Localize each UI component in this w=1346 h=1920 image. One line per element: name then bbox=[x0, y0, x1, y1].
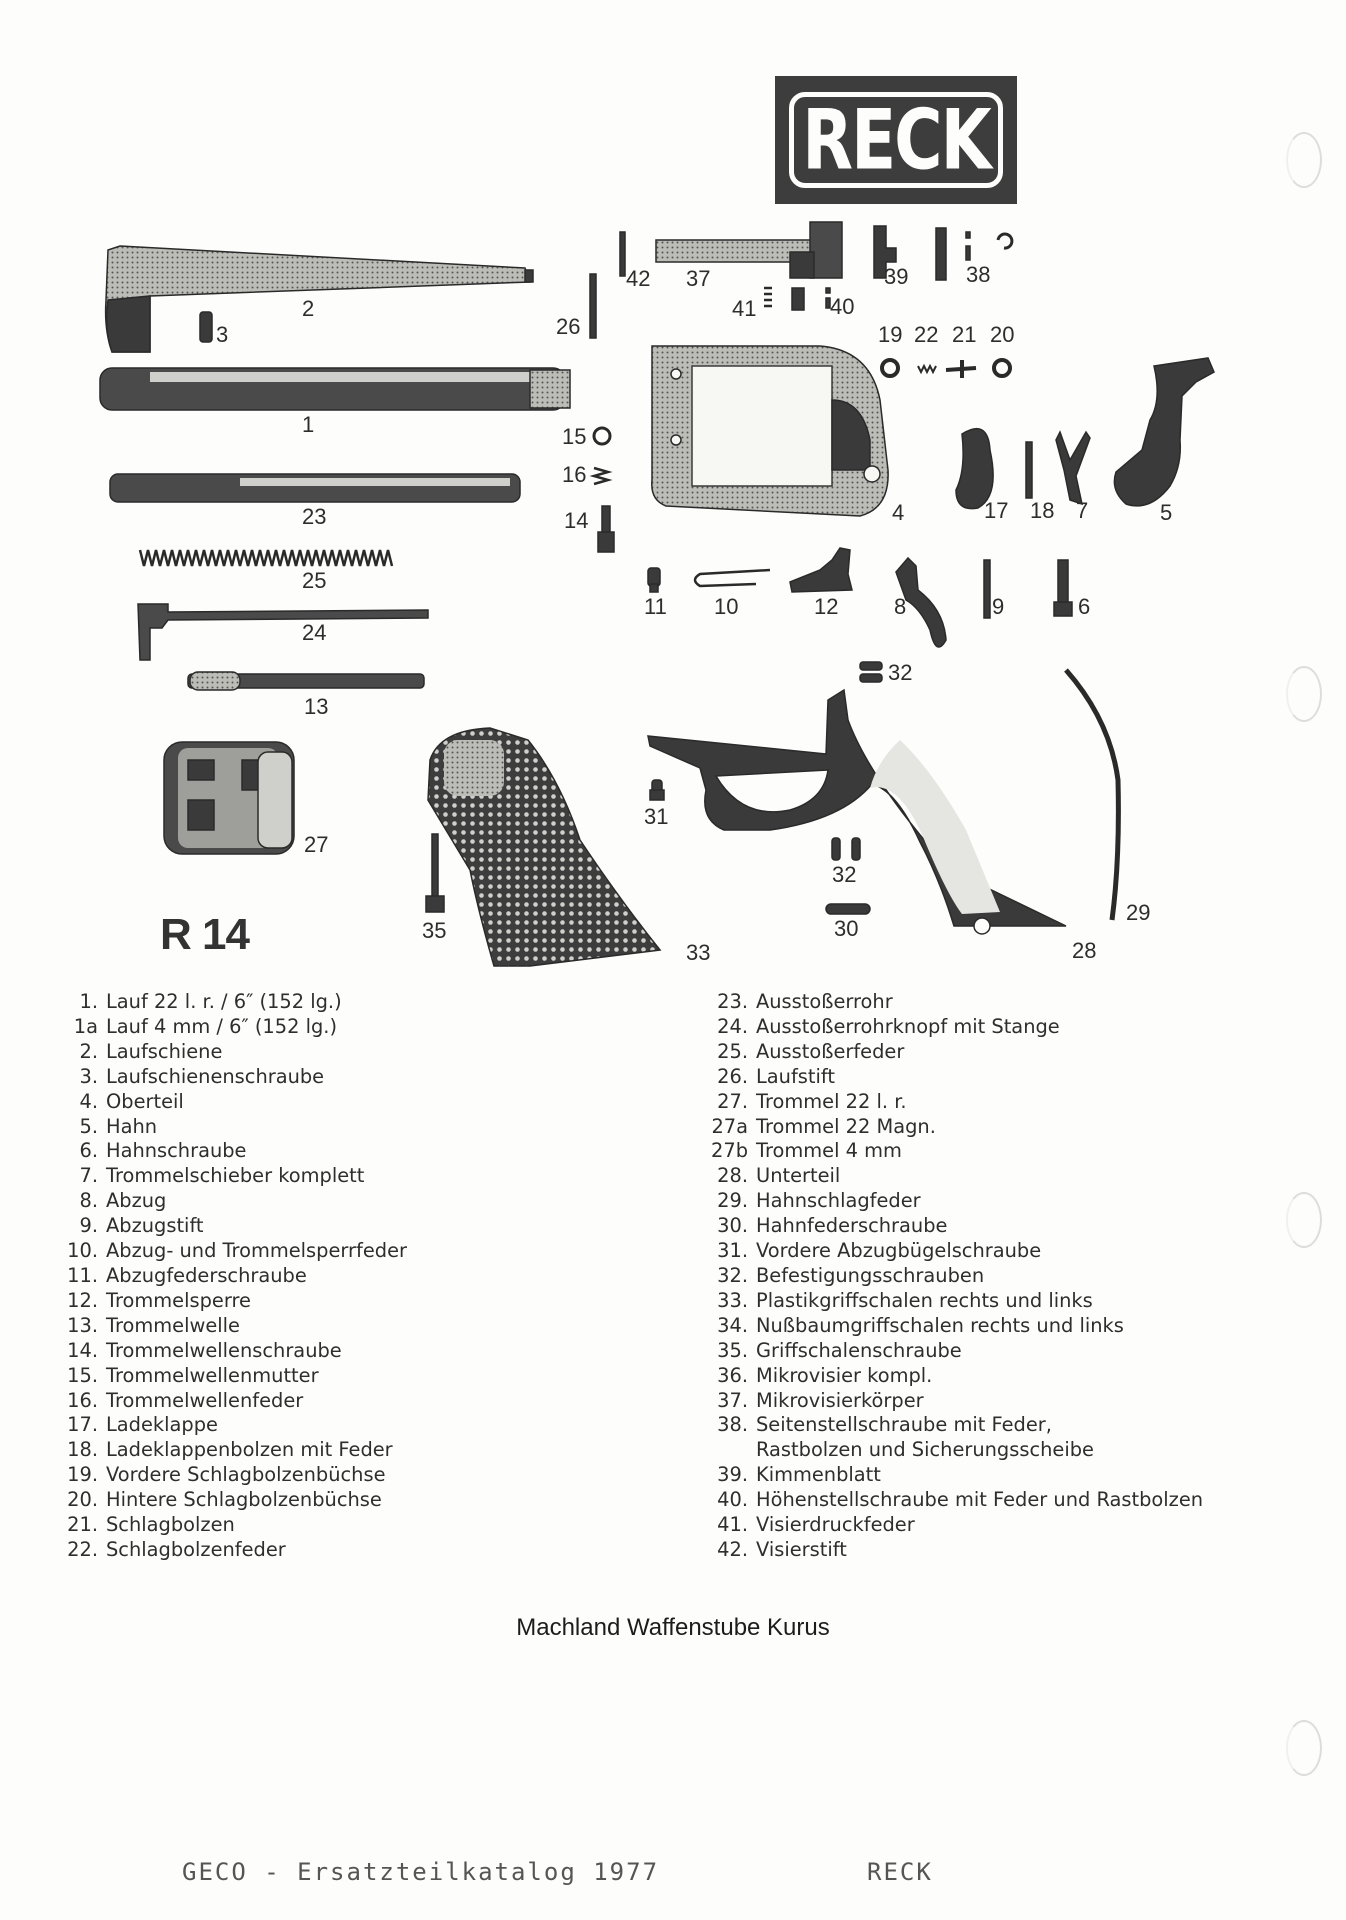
part-number: 37. bbox=[717, 1388, 748, 1412]
part-description: Unterteil bbox=[756, 1164, 841, 1188]
part-number: 32. bbox=[717, 1263, 748, 1287]
part-10-feder bbox=[695, 570, 770, 586]
part-description: Hintere Schlagbolzenbüchse bbox=[106, 1488, 382, 1512]
parts-list-item bbox=[706, 1339, 1326, 1364]
part-number: 21. bbox=[67, 1513, 98, 1537]
part-21-schlagbolzen bbox=[946, 360, 976, 378]
part-number: 31. bbox=[717, 1239, 748, 1263]
part-description: Befestigungsschrauben bbox=[756, 1263, 985, 1287]
parts-list-item bbox=[706, 1389, 1326, 1414]
part-2-laufschiene bbox=[106, 246, 533, 352]
parts-list-item bbox=[56, 1513, 696, 1538]
part-description: Schlagbolzen bbox=[106, 1513, 235, 1537]
part-description: Abzug bbox=[106, 1189, 167, 1213]
parts-list-item bbox=[56, 1115, 696, 1140]
part-26-laufstift bbox=[590, 274, 596, 338]
part-number-label: 37 bbox=[686, 266, 711, 291]
part-number-label: 21 bbox=[952, 322, 977, 347]
part-number: 11. bbox=[67, 1263, 98, 1287]
part-number-label: 6 bbox=[1078, 594, 1091, 619]
part-description: Trommelsperre bbox=[106, 1288, 251, 1312]
part-number-label: 5 bbox=[1160, 500, 1173, 525]
part-description: Laufschiene bbox=[106, 1039, 223, 1063]
part-5-hahn bbox=[1114, 358, 1214, 506]
part-35-screw bbox=[426, 834, 444, 912]
part-number-label: 9 bbox=[992, 594, 1005, 619]
parts-list-item bbox=[706, 1065, 1326, 1090]
part-number: 6. bbox=[79, 1139, 98, 1163]
part-description: Trommelschieber komplett bbox=[106, 1164, 365, 1188]
part-number-label: 4 bbox=[892, 500, 905, 525]
part-16-feder bbox=[594, 468, 608, 484]
part-number-label: 39 bbox=[884, 264, 909, 289]
part-number-label: 11 bbox=[644, 594, 667, 619]
part-13-trommelwelle bbox=[188, 672, 424, 690]
part-number bbox=[706, 1438, 756, 1463]
part-description: Abzugstift bbox=[106, 1214, 204, 1238]
parts-list-item bbox=[706, 1115, 1326, 1140]
parts-list-item bbox=[56, 1413, 696, 1438]
part-number: 9. bbox=[79, 1214, 98, 1238]
part-description: Laufstift bbox=[756, 1064, 835, 1088]
part-number: 10. bbox=[67, 1239, 98, 1263]
part-number: 8. bbox=[79, 1189, 98, 1213]
parts-list-item bbox=[706, 1438, 1326, 1463]
part-number: 27a bbox=[711, 1114, 748, 1138]
part-number: 18. bbox=[67, 1438, 98, 1462]
part-number: 1. bbox=[79, 990, 98, 1013]
part-number-label: 13 bbox=[304, 694, 329, 719]
parts-list-item bbox=[706, 1289, 1326, 1314]
part-description: Abzug- und Trommelsperrfeder bbox=[106, 1239, 407, 1263]
part-number: 42. bbox=[717, 1537, 748, 1561]
part-number-label: 33 bbox=[686, 940, 711, 965]
parts-list-item bbox=[706, 1189, 1326, 1214]
parts-list-item bbox=[56, 1040, 696, 1065]
part-number-label: 15 bbox=[562, 424, 587, 449]
part-11-screw bbox=[648, 568, 660, 592]
part-number-label: 22 bbox=[914, 322, 939, 347]
part-27-trommel bbox=[164, 742, 294, 854]
parts-list-item bbox=[706, 1314, 1326, 1339]
part-37-mikrovisier bbox=[656, 222, 842, 278]
catalog-brand: RECK bbox=[867, 1858, 933, 1886]
part-number: 17. bbox=[67, 1413, 98, 1437]
part-number: 4. bbox=[79, 1089, 98, 1113]
parts-list-item bbox=[56, 1538, 696, 1563]
part-number: 2. bbox=[79, 1039, 98, 1063]
part-15-mutter bbox=[594, 428, 610, 444]
parts-list-item bbox=[706, 1463, 1326, 1488]
part-description: Oberteil bbox=[106, 1089, 184, 1113]
parts-list-item bbox=[56, 1364, 696, 1389]
part-number: 12. bbox=[67, 1288, 98, 1312]
part-description: Ausstoßerrohrknopf mit Stange bbox=[756, 1014, 1060, 1038]
parts-list-left bbox=[56, 990, 696, 1563]
part-description: Visierdruckfeder bbox=[756, 1513, 915, 1537]
part-number-label: 32 bbox=[888, 660, 913, 685]
parts-list-item bbox=[706, 1264, 1326, 1289]
part-description: Ausstoßerfeder bbox=[756, 1039, 905, 1063]
part-42-visierstift bbox=[620, 232, 625, 276]
part-description: Visierstift bbox=[756, 1537, 847, 1561]
part-number: 1a bbox=[73, 1014, 98, 1038]
part-41-feder bbox=[764, 288, 772, 306]
parts-list-item bbox=[706, 1214, 1326, 1239]
part-description: Lauf 22 l. r. / 6″ (152 lg.) bbox=[106, 990, 342, 1013]
part-7-trommelschieber bbox=[1056, 432, 1090, 504]
part-description: Abzugfederschraube bbox=[106, 1263, 307, 1287]
parts-list-item bbox=[56, 1090, 696, 1115]
parts-list-item bbox=[56, 1389, 696, 1414]
part-number: 34. bbox=[717, 1313, 748, 1337]
part-number-label: 10 bbox=[714, 594, 739, 619]
part-description: Hahnschraube bbox=[106, 1139, 247, 1163]
parts-list-item bbox=[56, 1139, 696, 1164]
part-description: Hahnschlagfeder bbox=[756, 1189, 921, 1213]
part-31-screw bbox=[650, 780, 664, 800]
part-number: 13. bbox=[67, 1313, 98, 1337]
part-40-screw bbox=[792, 288, 830, 310]
part-number-label: 28 bbox=[1072, 938, 1097, 963]
part-number-label: 1 bbox=[302, 412, 315, 437]
part-number: 27b bbox=[711, 1139, 748, 1163]
part-9-abzugstift bbox=[984, 560, 990, 618]
part-description: Rastbolzen und Sicherungsscheibe bbox=[756, 1438, 1094, 1462]
part-description: Mikrovisier kompl. bbox=[756, 1363, 933, 1387]
part-24-ejector-rod bbox=[138, 604, 428, 660]
part-number-label: 35 bbox=[422, 918, 447, 943]
part-32-schrauben-top bbox=[860, 662, 882, 682]
part-number: 7. bbox=[79, 1164, 98, 1188]
part-description: Trommel 4 mm bbox=[756, 1139, 902, 1163]
part-number-label: 42 bbox=[626, 266, 651, 291]
parts-list-item bbox=[56, 990, 696, 1015]
part-description: Ausstoßerrohr bbox=[756, 990, 893, 1013]
part-38-screw bbox=[936, 228, 970, 280]
part-number-label: 23 bbox=[302, 504, 327, 529]
part-25-spring bbox=[140, 550, 392, 566]
part-20-buchse bbox=[994, 360, 1010, 376]
part-number: 24. bbox=[717, 1014, 748, 1038]
part-description: Ladeklappe bbox=[106, 1413, 218, 1437]
part-number: 16. bbox=[67, 1388, 98, 1412]
part-description: Trommelwellenmutter bbox=[106, 1363, 319, 1387]
part-number: 41. bbox=[717, 1513, 748, 1537]
part-number: 22. bbox=[67, 1537, 98, 1561]
part-number: 39. bbox=[717, 1463, 748, 1487]
part-32-schrauben-bottom bbox=[832, 838, 860, 860]
part-number-label: 32 bbox=[832, 862, 857, 887]
shop-name: Machland Waffenstube Kurus bbox=[516, 1614, 830, 1641]
part-number-label: 31 bbox=[644, 804, 669, 829]
part-description: Schlagbolzenfeder bbox=[106, 1537, 286, 1561]
part-18-bolzen bbox=[1026, 442, 1032, 498]
part-number-label: 41 bbox=[732, 296, 757, 321]
parts-list-right bbox=[706, 990, 1326, 1563]
part-number-label: 2 bbox=[302, 296, 315, 321]
part-number: 5. bbox=[79, 1114, 98, 1138]
part-4-oberteil bbox=[652, 346, 888, 516]
part-number-label: 24 bbox=[302, 620, 327, 645]
part-number-label: 12 bbox=[814, 594, 839, 619]
parts-list-item bbox=[56, 1164, 696, 1189]
part-number: 23. bbox=[717, 990, 748, 1013]
parts-list-item bbox=[706, 1139, 1326, 1164]
part-description: Griffschalenschraube bbox=[756, 1338, 962, 1362]
part-19-buchse bbox=[882, 360, 898, 376]
parts-list-item bbox=[706, 1015, 1326, 1040]
part-number-label: 30 bbox=[834, 916, 859, 941]
part-17-ladeklappe bbox=[956, 429, 993, 509]
part-description: Vordere Schlagbolzenbüchse bbox=[106, 1463, 386, 1487]
part-description: Vordere Abzugbügelschraube bbox=[756, 1239, 1042, 1263]
part-description: Nußbaumgriffschalen rechts und links bbox=[756, 1313, 1124, 1337]
part-6-hahnschraube bbox=[1054, 560, 1072, 616]
parts-list-item bbox=[56, 1314, 696, 1339]
parts-list-item bbox=[706, 1364, 1326, 1389]
part-number-label: 19 bbox=[878, 322, 903, 347]
part-14-screw bbox=[598, 506, 614, 552]
part-number: 20. bbox=[67, 1488, 98, 1512]
parts-list-item bbox=[56, 1264, 696, 1289]
parts-list-item bbox=[706, 990, 1326, 1015]
parts-list-item bbox=[56, 1015, 696, 1040]
parts-list-item bbox=[706, 1488, 1326, 1513]
parts-list-item bbox=[56, 1438, 696, 1463]
parts-list-item bbox=[706, 1413, 1326, 1438]
part-number: 3. bbox=[79, 1064, 98, 1088]
parts-list-item bbox=[706, 1513, 1326, 1538]
part-description: Laufschienenschraube bbox=[106, 1064, 325, 1088]
parts-list-item bbox=[56, 1289, 696, 1314]
parts-list-item bbox=[56, 1239, 696, 1264]
part-number: 36. bbox=[717, 1363, 748, 1387]
part-number: 33. bbox=[717, 1288, 748, 1312]
parts-list-item bbox=[56, 1463, 696, 1488]
part-number-label: 29 bbox=[1126, 900, 1151, 925]
part-description: Kimmenblatt bbox=[756, 1463, 881, 1487]
parts-list-item bbox=[56, 1339, 696, 1364]
part-number: 29. bbox=[717, 1189, 748, 1213]
part-description: Hahn bbox=[106, 1114, 158, 1138]
part-number-label: 40 bbox=[830, 294, 855, 319]
part-number-label: 14 bbox=[564, 508, 589, 533]
part-description: Trommelwellenschraube bbox=[106, 1338, 342, 1362]
part-number-label: 16 bbox=[562, 462, 587, 487]
part-1-lauf bbox=[100, 368, 570, 410]
part-number: 19. bbox=[67, 1463, 98, 1487]
part-number: 26. bbox=[717, 1064, 748, 1088]
part-description: Höhenstellschraube mit Feder und Rastbolzen bbox=[756, 1488, 1204, 1512]
part-number: 15. bbox=[67, 1363, 98, 1387]
part-number: 25. bbox=[717, 1039, 748, 1063]
parts-list-item bbox=[56, 1065, 696, 1090]
part-number-label: 7 bbox=[1076, 498, 1089, 523]
parts-list-item bbox=[706, 1040, 1326, 1065]
part-number: 14. bbox=[67, 1338, 98, 1362]
part-38-ring bbox=[998, 234, 1012, 248]
part-30-schraube bbox=[826, 904, 870, 914]
part-number-label: 26 bbox=[556, 314, 581, 339]
parts-list-item bbox=[706, 1239, 1326, 1264]
part-3-screw bbox=[200, 312, 212, 342]
logo-text: RECK bbox=[802, 91, 990, 189]
part-description: Plastikgriffschalen rechts und links bbox=[756, 1288, 1093, 1312]
part-22-feder bbox=[918, 366, 936, 372]
part-number-label: 38 bbox=[966, 262, 991, 287]
parts-list-item bbox=[706, 1090, 1326, 1115]
model-label: R 14 bbox=[160, 910, 249, 959]
part-29-hahnschlagfeder bbox=[1066, 670, 1118, 920]
part-number: 40. bbox=[717, 1488, 748, 1512]
parts-list-item bbox=[706, 1164, 1326, 1189]
part-number-label: 17 bbox=[984, 498, 1009, 523]
part-28-unterteil bbox=[648, 690, 1066, 934]
part-number-label: 8 bbox=[894, 594, 907, 619]
part-number-label: 20 bbox=[990, 322, 1015, 347]
parts-list-item bbox=[56, 1214, 696, 1239]
part-number: 27. bbox=[717, 1089, 748, 1113]
part-number-label: 27 bbox=[304, 832, 329, 857]
part-description: Seitenstellschraube mit Feder, bbox=[756, 1413, 1052, 1437]
part-number: 35. bbox=[717, 1338, 748, 1362]
part-description: Trommelwelle bbox=[106, 1313, 240, 1337]
part-number: 38. bbox=[717, 1413, 748, 1437]
part-number: 30. bbox=[717, 1214, 748, 1238]
part-23-ausstosserrohr bbox=[110, 474, 520, 502]
part-description: Trommelwellenfeder bbox=[106, 1388, 304, 1412]
part-number-label: 18 bbox=[1030, 498, 1055, 523]
part-number-label: 3 bbox=[216, 322, 229, 347]
part-number-label: 25 bbox=[302, 568, 327, 593]
part-12-trommelsperre bbox=[790, 548, 852, 592]
part-description: Trommel 22 l. r. bbox=[756, 1089, 907, 1113]
part-number: 28. bbox=[717, 1164, 748, 1188]
parts-list-item bbox=[706, 1538, 1326, 1563]
part-description: Ladeklappenbolzen mit Feder bbox=[106, 1438, 393, 1462]
binder-hole bbox=[1286, 1720, 1322, 1776]
parts-list-item bbox=[56, 1189, 696, 1214]
part-description: Lauf 4 mm / 6″ (152 lg.) bbox=[106, 1014, 338, 1038]
part-description: Trommel 22 Magn. bbox=[756, 1114, 936, 1138]
part-description: Hahnfederschraube bbox=[756, 1214, 948, 1238]
part-description: Mikrovisierkörper bbox=[756, 1388, 924, 1412]
parts-list-item bbox=[56, 1488, 696, 1513]
catalog-title: GECO - Ersatzteilkatalog 1977 bbox=[182, 1858, 660, 1886]
